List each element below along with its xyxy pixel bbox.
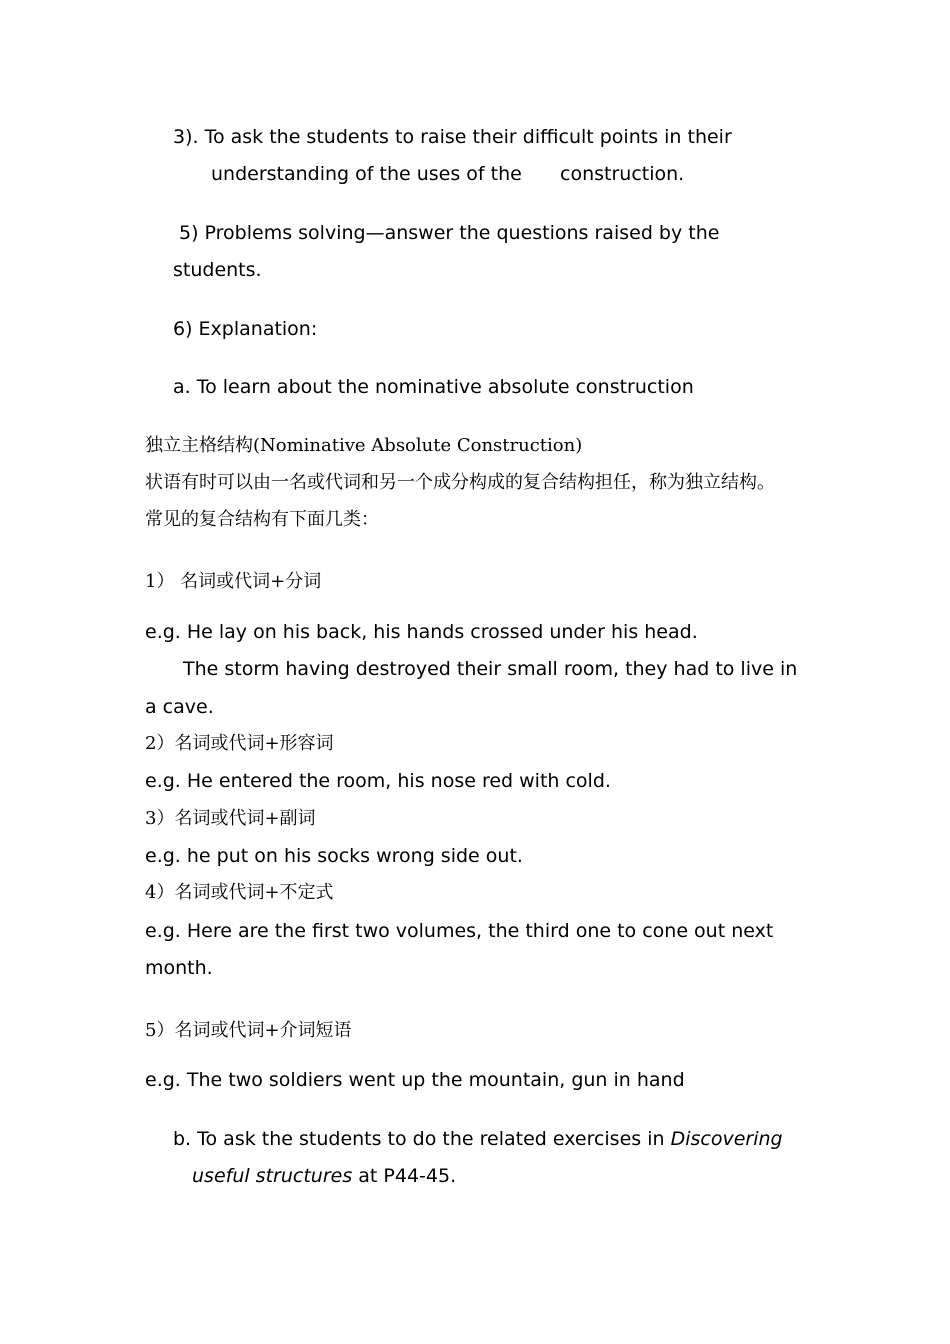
item-6: 6) Explanation: (173, 318, 318, 340)
type-1-example-1: e.g. He lay on his back, his hands crossed under his head. (145, 621, 698, 643)
item-b-italic-2: useful structures (192, 1165, 353, 1187)
type-4-example-line-2: month. (145, 957, 213, 979)
item-3-line-1: 3). To ask the students to raise their difficult points in their (173, 126, 732, 148)
type-3-heading: 3）名词或代词+副词 (145, 808, 316, 829)
type-1-heading: 1） 名词或代词+分词 (145, 571, 322, 592)
item-b-line-1 (173, 1126, 783, 1152)
item-b-prefix: b. To ask the students to do the related exercises in (173, 1128, 671, 1150)
section-title (145, 432, 582, 459)
type-3-example: e.g. he put on his socks wrong side out. (145, 845, 523, 867)
item-b-italic-1: Discovering (670, 1128, 783, 1150)
type-5-heading: 5）名词或代词+介词短语 (145, 1020, 352, 1041)
intro-line-2: 常见的复合结构有下面几类： (145, 509, 379, 530)
item-5-line-2: students. (173, 259, 262, 281)
type-5-example: e.g. The two soldiers went up the mountain, gun in hand (145, 1069, 685, 1091)
item-3-line-2a: understanding of the uses of the (211, 163, 522, 185)
section-title-text: 独立主格结构(Nominative Absolute Construction) (145, 435, 583, 456)
item-5-line-1: 5) Problems solving—answer the questions raised by the (179, 222, 720, 244)
item-a: a. To learn about the nominative absolute construction (173, 376, 694, 398)
intro-line-1: 状语有时可以由一名或代词和另一个成分构成的复合结构担任，称为独立结构。 (145, 472, 775, 493)
type-1-example-2-line-2: a cave. (145, 696, 214, 718)
item-3-line-2b: construction. (560, 163, 685, 185)
type-4-heading: 4）名词或代词+不定式 (145, 882, 334, 903)
type-2-example: e.g. He entered the room, his nose red with cold. (145, 770, 611, 792)
type-4-example-line-1: e.g. Here are the first two volumes, the third one to cone out next (145, 920, 774, 942)
type-2-heading: 2）名词或代词+形容词 (145, 733, 334, 754)
item-b-line-2 (192, 1163, 456, 1189)
type-1-example-2-line-1: The storm having destroyed their small room, they had to live in (183, 658, 798, 680)
item-b-suffix: at P44-45. (352, 1165, 457, 1187)
